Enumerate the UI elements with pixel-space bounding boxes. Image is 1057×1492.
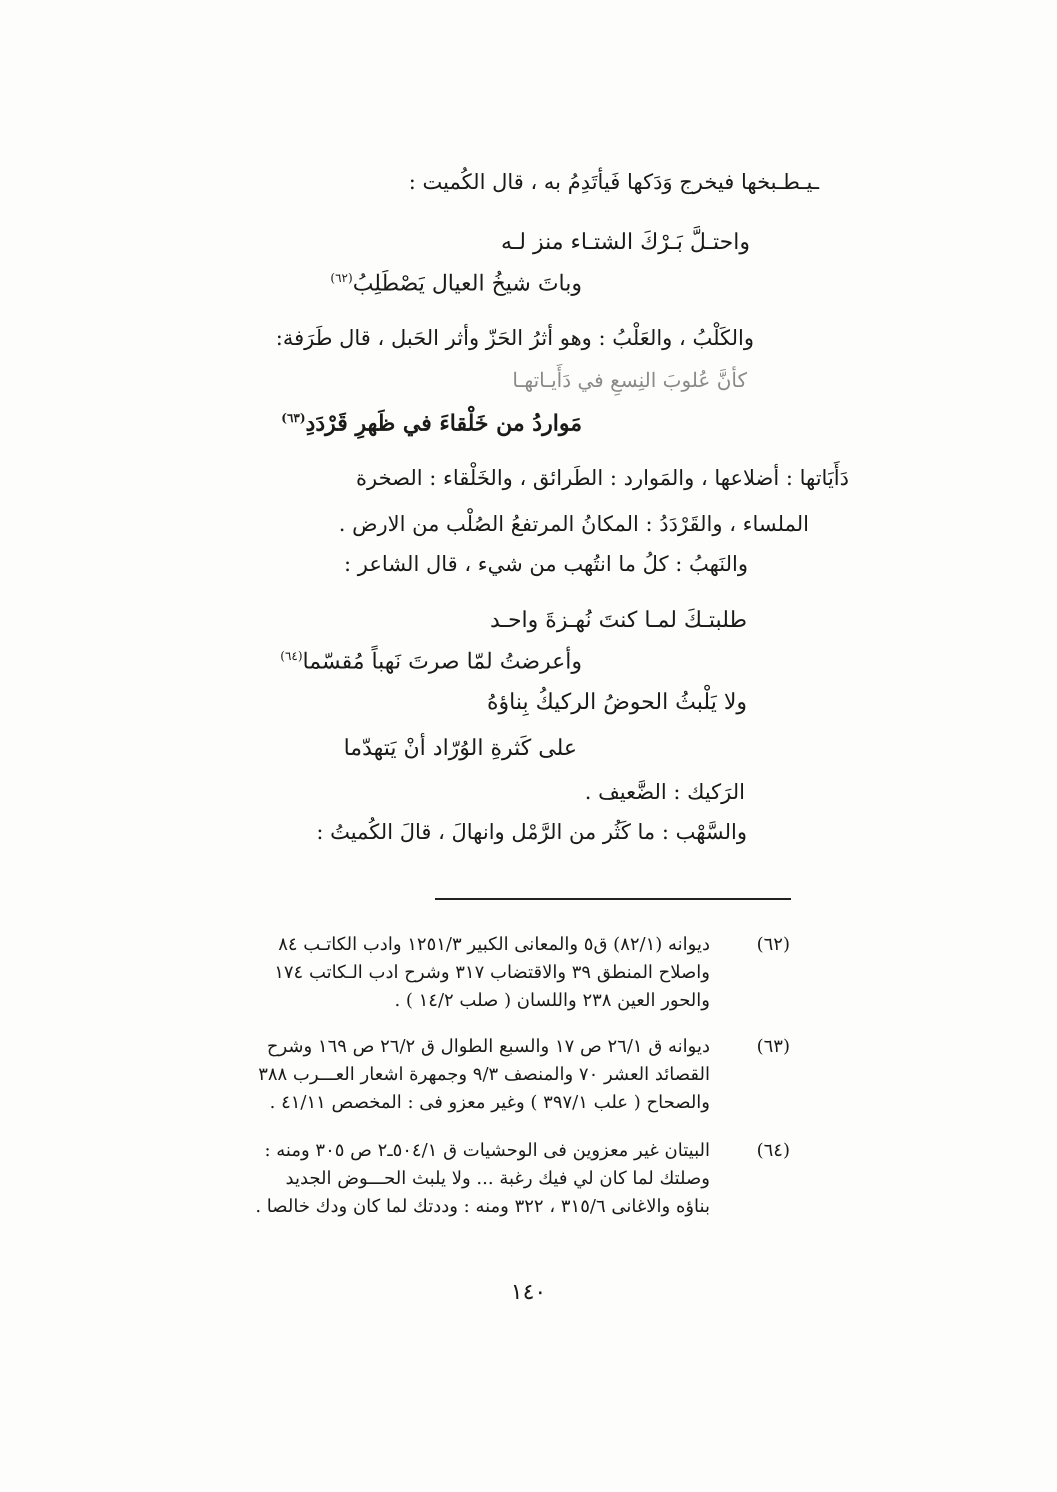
footnote-number-63: (٦٣) — [756, 1036, 790, 1057]
body-line-3: دَأَيَاتها : أضلاعها ، والمَوارد : الطَرائق ، والخَلْقاء : الصخرة — [356, 466, 849, 490]
verse-3-first-hemistich: طلبتـكَ لمـا كنتَ نُهـزةَ واحـد — [489, 608, 747, 633]
body-line-4: الملساء ، والقَرْدَدُ : المكانُ المرتفعُ الصُلْب من الارض . — [338, 512, 809, 536]
footnote-64-line-2: وصلتك لما كان لي فيك رغبة ... ولا يلبث الحـــوض الجديد — [285, 1168, 710, 1189]
footnote-ref-63: (٦٣) — [281, 411, 306, 425]
footnote-64-line-1: البيتان غير معزوين فى الوحشيات ق ٥٠٤/١ـ٢ ص ٣٠٥ ومنه : — [264, 1140, 710, 1161]
footnote-63-line-1: ديوانه ق ٢٦/١ ص ١٧ والسبع الطوال ق ٢٦/٢ ص ١٦٩ وشرح — [266, 1036, 710, 1057]
verse-4-second-hemistich: على كَثرةِ الوُرّاد أنْ يَتهدّما — [343, 736, 577, 761]
footnote-ref-62: (٦٢) — [330, 271, 353, 285]
footnote-number-62: (٦٢) — [756, 934, 790, 955]
verse-4-first-hemistich: ولا يَلْبثُ الحوضُ الركيكُ بِناؤهُ — [487, 690, 747, 715]
body-line-6: الرَكيك : الضَّعيف . — [584, 780, 745, 804]
footnote-separator — [435, 898, 791, 900]
body-line-1: ـيـطـبخها فيخرج وَدَكها فَيأتَدِمُ به ، قال الكُميت : — [408, 170, 819, 194]
footnote-ref-64: (٦٤) — [280, 649, 303, 663]
footnote-number-64: (٦٤) — [756, 1140, 790, 1161]
body-line-7: والسَّهْب : ما كَثُر من الرَّمْل وانهالَ ، قالَ الكُميتُ : — [316, 820, 747, 844]
verse-2-second-hemistich — [281, 410, 582, 437]
footnote-62-line-1: ديوانه (٨٢/١) ق٥ والمعانى الكبير ١٢٥١/٣ وادب الكاتـب ٨٤ — [278, 934, 710, 955]
footnote-62-line-2: واصلاح المنطق ٣٩ والاقتضاب ٣١٧ وشرح ادب الـكاتب ١٧٤ — [274, 962, 710, 983]
verse-2b-text: مَواردُ من خَلْقاءَ في ظَهرِ قَرْدَدِ — [305, 410, 582, 437]
verse-1-second-hemistich — [330, 272, 582, 295]
body-line-2: والكَلْبُ ، والعَلْبُ : وهو أثرُ الحَزّ وأثر الحَبل ، قال طَرَفة: — [275, 326, 754, 350]
verse-1-first-hemistich: واحتـلَّ بَـرْكَ الشتـاء منز لـه — [501, 230, 750, 255]
verse-1b-text: وباتَ شيخُ العيال يَصْطَلِبُ — [352, 271, 582, 297]
verse-2-first-hemistich: كأنَّ عُلوبَ النِسعِ في دَأَيـاتهـا — [512, 368, 747, 392]
footnote-62-line-3: والحور العين ٢٣٨ واللسان ( صلب ١٤/٢ ) . — [394, 990, 710, 1011]
verse-3b-text: وأعرضتُ لمّا صرتَ نَهباً مُقسّما — [302, 649, 582, 675]
footnote-64-line-3: بناؤه والاغانى ٣١٥/٦ ، ٣٢٢ ومنه : وددتك لما كان ودك خالصا . — [255, 1196, 710, 1217]
footnote-63-line-2: القصائد العشر ٧٠ والمنصف ٩/٣ وجمهرة اشعار العـــرب ٣٨٨ — [258, 1064, 710, 1085]
verse-3-second-hemistich — [280, 650, 582, 673]
body-line-5: والنَهبُ : كلُ ما انتُهب من شيء ، قال الشاعر : — [344, 552, 748, 576]
footnote-63-line-3: والصحاح ( علب ٣٩٧/١ ) وغير معزو فى : المخصص ٤١/١١ . — [269, 1092, 710, 1113]
page-number: ١٤٠ — [510, 1280, 547, 1305]
